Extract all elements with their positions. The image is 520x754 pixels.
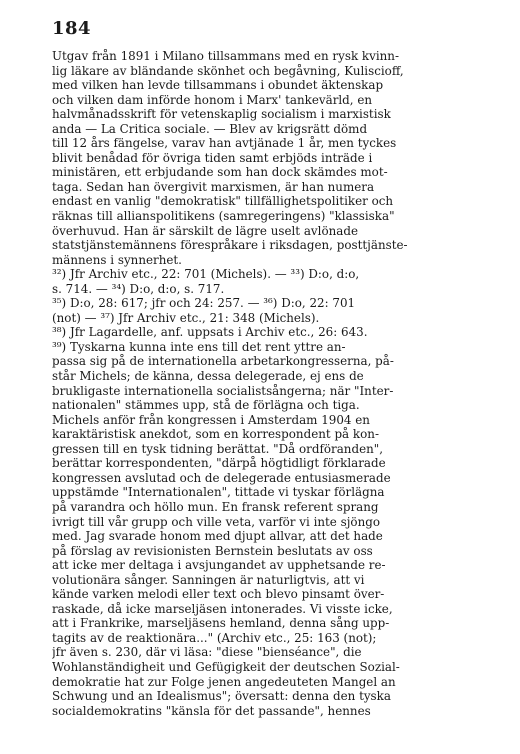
- footnote-line: jfr även s. 230, där vi läsa: "diese "bienséance", die: [52, 645, 362, 660]
- text-line: ministären, ett erbjudande som han dock skämdes mot-: [52, 165, 388, 180]
- footnote-line: att icke mer deltaga i avsjungandet av upphetsande re-: [52, 558, 386, 573]
- footnote-line: ³⁹) Tyskarna kunna inte ens till det rent yttre an-: [52, 339, 346, 354]
- footnote-line: (not) — ³⁷) Jfr Archiv etc., 21: 348 (Michels).: [52, 310, 320, 325]
- footnote-line: på varandra och höllo mun. En fransk referent sprang: [52, 499, 379, 514]
- text-line: endast en vanlig "demokratisk" tillfällighetspolitiker och: [52, 194, 394, 209]
- text-line: blivit benådad för övriga tiden samt erbjöds inträde i: [52, 150, 373, 165]
- footnote-line: Michels anför från kongressen i Amsterdam 1904 en: [52, 412, 370, 427]
- footnote-line: socialdemokratins "känsla för det passande", hennes: [52, 703, 371, 718]
- footnote-line: volutionära sånger. Sanningen är naturligtvis, att vi: [52, 572, 365, 587]
- text-line: Utgav från 1891 i Milano tillsammans med en rysk kvinn-: [52, 49, 399, 63]
- footnote-line: Schwung und an Idealismus"; översatt: denna den tyska: [52, 689, 391, 704]
- footnote-line: Wohlanständigheit und Gefügigkeit der deutschen Sozial-: [52, 659, 400, 674]
- page-number: 184: [52, 18, 92, 39]
- footnote-line: berättar korrespondenten, "därpå högtidligt förklarade: [52, 456, 386, 471]
- footnote-line: brukligaste internationella socialistsångerna; när "Inter-: [52, 383, 394, 398]
- footnote-line: passa sig på de internationella arbetarkongresserna, på-: [52, 354, 394, 369]
- footnote-line: står Michels; de känna, dessa delegerade, ej ens de: [52, 369, 364, 384]
- text-line: halvmånadsskrift för vetenskaplig socialism i marxistisk: [52, 107, 391, 122]
- footnote-line: att i Frankrike, marseljäsens hemland, denna sång upp-: [52, 616, 390, 631]
- text-line: räknas till allianspolitikens (samregeringens) "klassiska": [52, 209, 395, 224]
- text-line: statstjänstemännens förespråkare i riksdagen, posttjänste-: [52, 238, 408, 253]
- footnote-line: nationalen" stämmes upp, stå de förlägna och tiga.: [52, 398, 360, 413]
- footnote-line: raskade, då icke marseljäsen intonerades. Vi visste icke,: [52, 601, 393, 616]
- footnote-line: kände varken melodi eller text och blevo pinsamt över-: [52, 587, 385, 602]
- text-line: taga. Sedan han övergivit marxismen, är han numera: [52, 179, 375, 194]
- footnote-line: demokratie hat zur Folge jenen angedeuteten Mangel an: [52, 674, 396, 689]
- page-text: [52, 49, 500, 718]
- footnote-line: ³⁵) D:o, 28: 617; jfr och 24: 257. — ³⁶) D:o, 22: 701: [52, 296, 356, 311]
- footnote-line: uppstämde "Internationalen", tittade vi tyskar förlägna: [52, 485, 385, 500]
- footnote-line: gressen till en tysk tidning berättat. "Då ordföranden",: [52, 441, 384, 456]
- footnote-line: tagits av de reaktionära..." (Archiv etc., 25: 163 (not);: [52, 630, 377, 645]
- text-line: till 12 års fängelse, varav han avtjänade 1 år, men tyckes: [52, 136, 397, 151]
- footnote-line: s. 714. — ³⁴) D:o, d:o, s. 717.: [52, 281, 225, 296]
- footnote-line: ³²) Jfr Archiv etc., 22: 701 (Michels). — ³³) D:o, d:o,: [52, 267, 360, 282]
- text-line: och vilken dam införde honom i Marx' tankevärld, en: [52, 92, 373, 107]
- text-line: lig läkare av bländande skönhet och begåvning, Kuliscioff,: [52, 63, 404, 78]
- text-line: männens i synnerhet.: [52, 252, 182, 267]
- text-line: anda — La Critica sociale. — Blev av krigsrätt dömd: [52, 121, 368, 136]
- footnote-line: ivrigt till vår grupp och ville veta, varför vi inte sjöngo: [52, 514, 380, 529]
- text-line: överhuvud. Han är särskilt de lägre uselt avlönade: [52, 223, 359, 238]
- footnote-line: på förslag av revisionisten Bernstein beslutats av oss: [52, 543, 373, 558]
- footnote-line: ³⁸) Jfr Lagardelle, anf. uppsats i Archiv etc., 26: 643.: [52, 325, 368, 340]
- footnote-line: med. Jag svarade honom med djupt allvar, att det hade: [52, 529, 383, 544]
- footnote-line: karaktäristisk anekdot, som en korrespondent på kon-: [52, 427, 379, 442]
- footnote-line: kongressen avslutad och de delegerade entusiasmerade: [52, 470, 391, 485]
- text-line: med vilken han levde tillsammans i obundet äktenskap: [52, 78, 384, 93]
